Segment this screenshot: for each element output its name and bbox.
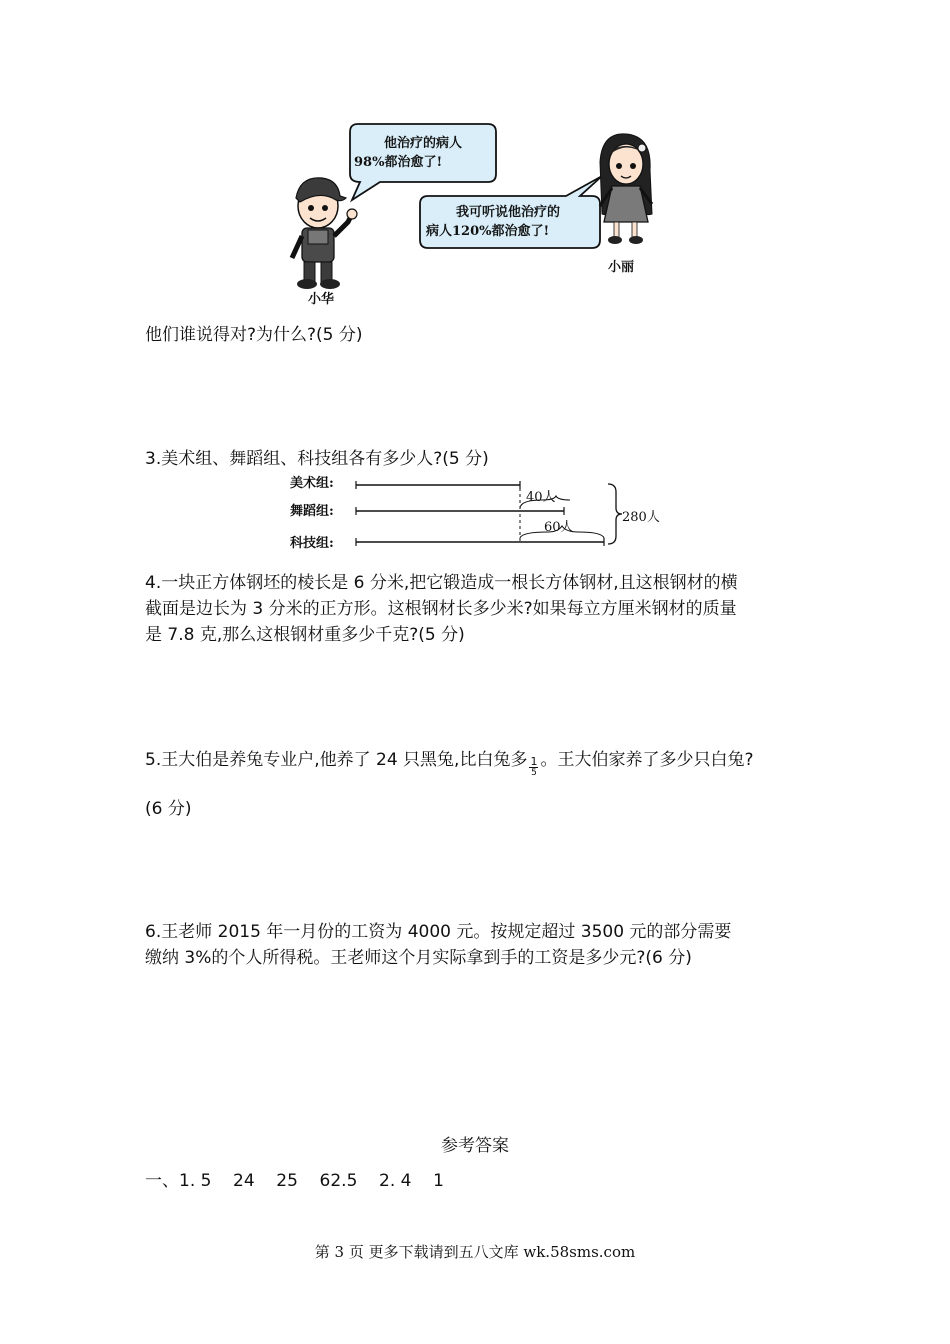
question-6-line1: 6.王老师 2015 年一月份的工资为 4000 元。按规定超过 3500 元的部分需要 <box>145 922 732 942</box>
girl-name-caption: 小丽 <box>608 260 635 275</box>
answers-line1: 一、1. 5 24 25 62.5 2. 4 1 <box>145 1171 444 1191</box>
question-4-line3: 是 7.8 克,那么这根钢材重多少千克?(5 分) <box>145 625 465 645</box>
boy-figure-icon <box>292 178 357 289</box>
question-6-line2: 缴纳 3%的个人所得税。王老师这个月实际拿到手的工资是多少元?(6 分) <box>145 948 692 968</box>
question-4-line2: 截面是边长为 3 分米的正方形。这根钢材长多少米?如果每立方厘米钢材的质量 <box>145 599 737 619</box>
girl-figure-icon <box>600 134 652 244</box>
question-5-after: 。王大伯家养了多少只白兔? <box>540 750 754 770</box>
left-bubble-line1: 他治疗的病人 <box>384 136 463 151</box>
diff-label-60: 60人 <box>544 520 574 535</box>
answers-title: 参考答案 <box>441 1136 509 1156</box>
dialogue-illustration <box>280 118 670 308</box>
row-label-dance: 舞蹈组: <box>290 504 334 519</box>
question-5-line1 <box>145 747 754 779</box>
fraction-one-fifth <box>529 756 538 779</box>
total-label: 280人 <box>622 510 660 525</box>
page-footer: 第 3 页 更多下载请到五八文库 wk.58sms.com <box>314 1243 636 1261</box>
question-5-line2: (6 分) <box>145 799 192 819</box>
right-bubble-line1: 我可听说他治疗的 <box>456 205 561 220</box>
left-bubble-line2: 98%都治愈了! <box>354 155 443 170</box>
fraction-numerator: 1 <box>530 755 538 768</box>
question-2-prompt: 他们谁说得对?为什么?(5 分) <box>145 325 363 345</box>
right-bubble-line2: 病人120%都治愈了! <box>426 224 550 239</box>
segment-diagram <box>290 470 670 552</box>
segment-diagram-svg <box>290 470 670 552</box>
total-brace <box>608 484 622 544</box>
question-3-text: 3.美术组、舞蹈组、科技组各有多少人?(5 分) <box>145 449 489 469</box>
question-4-line1: 4.一块正方体钢坯的棱长是 6 分米,把它锻造成一根长方体钢材,且这根钢材的横 <box>145 573 738 593</box>
fraction-denominator: 5 <box>531 768 537 778</box>
diff-label-40: 40人 <box>526 490 556 505</box>
row-label-art: 美术组: <box>290 476 334 491</box>
row-label-tech: 科技组: <box>290 536 334 551</box>
question-5-before: 5.王大伯是养兔专业户,他养了 24 只黑兔,比白兔多 <box>145 750 528 770</box>
boy-name-caption: 小华 <box>308 292 335 307</box>
